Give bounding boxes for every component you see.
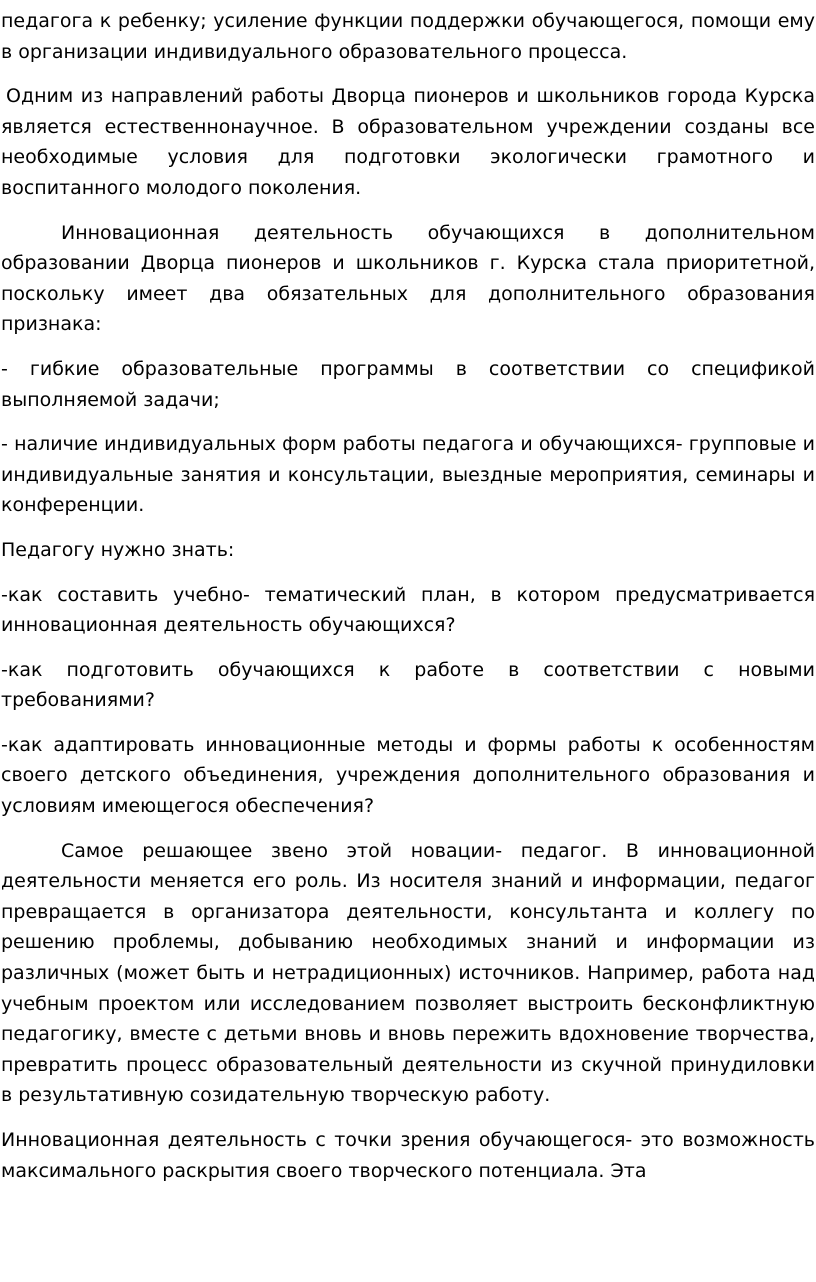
list-item-adapt-methods: -как адаптировать инновационные методы и формы работы к особенностям своего детского объединения, учреждения дополнительного образования и условиям имеющегося обеспечения? [1, 733, 815, 818]
list-item-individual-forms: - наличие индивидуальных форм работы педагога и обучающихся- групповые и индивидуальные занятия и консультации, выездные мероприятия, семинары и конференции. [1, 433, 815, 517]
paragraph-student-perspective: Инновационная деятельность с точки зрения обучающегося- это возможность максимального раскрытия своего творческого потенциала. Эта [1, 1129, 815, 1182]
list-item-curriculum-plan: -как составить учебно- тематический план, в котором предусматривается инновационная деятельность обучающихся? [1, 583, 815, 637]
paragraph-teacher-role: Самое решающее звено этой новации- педагог. В инновационной деятельности меняется его роль. Из носителя знаний и информации, педагог превращается в организатора деятельности, консультанта и коллегу по решению проблемы, добыванию необходимых знаний и информации из различных (может быть и нетрадиционных) источников. Например, работа над учебным проектом или исследованием позволяет выстроить бесконфликтную педагогику, вместе с детьми вновь и вновь пережить вдохновение творчества, превратить процесс образовательный деятельности из скучной принудиловки в результативную созидательную творческую работу. [1, 839, 815, 1107]
paragraph-teacher-needs-heading: Педагогу нужно знать: [1, 538, 235, 561]
list-item-prepare-students: -как подготовить обучающихся к работе в соответствии с новыми требованиями? [1, 658, 815, 712]
paragraph-innovative-activity-priority: Инновационная деятельность обучающихся в дополнительном образовании Дворца пионеров и школьников г. Курска стала приоритетной, поскольку имеет два обязательных для дополнительного образования признака: [1, 221, 815, 336]
paragraph-support-continuation: педагога к ребенку; усиление функции поддержки обучающегося, помощи ему в организации индивидуального образовательного процесса. [1, 10, 815, 63]
list-item-flexible-programs: - гибкие образовательные программы в соответствии со спецификой выполняемой задачи; [1, 357, 815, 411]
paragraph-natural-science-direction: Одним из направлений работы Дворца пионеров и школьников города Курска является естественнонаучное. В образовательном учреждении созданы все необходимые условия для подготовки экологически грамотного и воспитанного молодого поколения. [1, 85, 815, 199]
